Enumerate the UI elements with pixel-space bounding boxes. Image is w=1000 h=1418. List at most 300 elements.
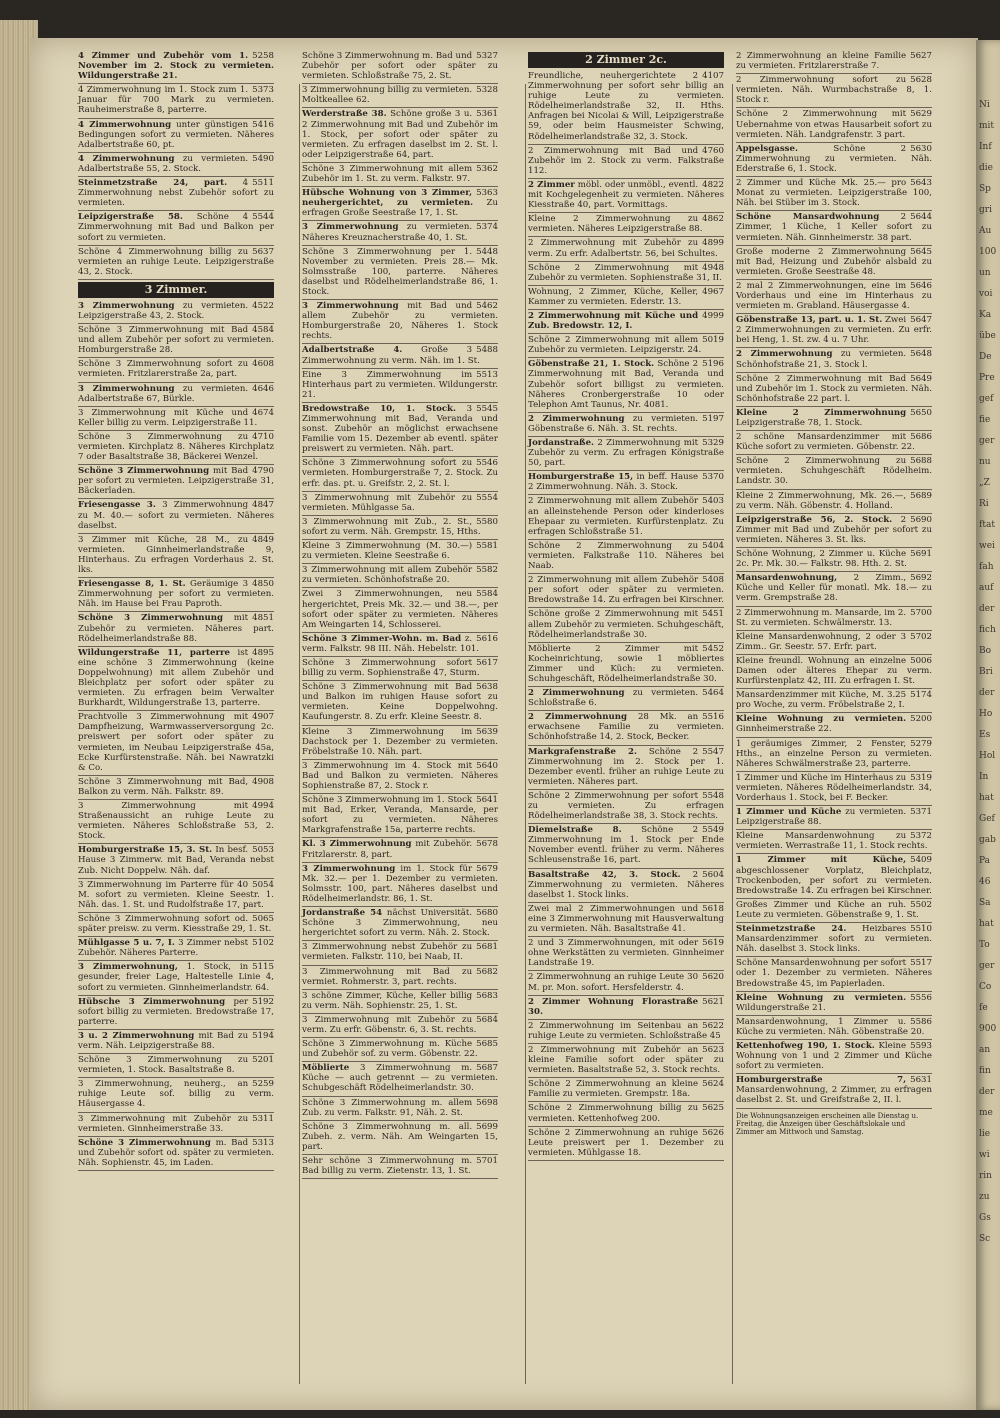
ad-heading: 3 Zimmerwohnung — [78, 300, 175, 311]
classified-ad — [302, 1062, 498, 1096]
ad-text: Großes Zimmer und Küche an ruh. Leute zu vermieten. Göbenstraße 9, 1. St. — [736, 899, 919, 920]
ad-number: 5698 — [476, 1097, 498, 1108]
ad-text: per sofort billig zu vermieten. Bredowstraße 17, parterre. — [78, 996, 274, 1027]
ad-text: Ginnheimerstraße 22. — [736, 724, 832, 735]
edge-text-fragment: Au — [979, 226, 992, 236]
ad-number: 5403 — [702, 496, 724, 507]
ad-number: 5404 — [702, 540, 724, 551]
classified-ad — [736, 455, 932, 489]
edge-text-fragment: Ri — [979, 499, 989, 509]
ad-number: 5650 — [910, 407, 932, 418]
ad-heading: Friesengasse 3. — [78, 500, 156, 511]
classified-ad — [78, 383, 274, 407]
edge-text-fragment: wi — [979, 1150, 990, 1160]
edge-text-fragment: De — [979, 352, 992, 362]
ad-text: Schöne 3 Zimmerwohnung sofort zu vermieten. Fritzlarerstraße 2a, part. — [78, 359, 249, 380]
ad-text: Kleine 2 Zimmerwohnung, Mk. 26.—, zu verm. Näh. Göbenstr. 4. Holland. — [736, 490, 907, 511]
edge-text-fragment: fah — [979, 562, 994, 572]
ad-number: 5628 — [910, 75, 932, 86]
edge-text-fragment: „Z — [979, 478, 990, 488]
ad-number: 4895 — [252, 647, 274, 658]
ad-text: 3 Zimmerwohnung mit allem Zubehör zu vermieten. Schönhofstraße 20. — [302, 565, 473, 586]
ad-text: 2 Zimm., Küche und Keller für monatl. Mk. 18.— zu verm. Grempstraße 28. — [736, 573, 932, 604]
classified-ad — [528, 358, 724, 412]
edge-text-fragment: lie — [979, 1129, 991, 1139]
ad-text: zu vermieten. Näheres Kreuznacherstraße 40, 1. St. — [302, 222, 473, 243]
edge-text-fragment: Ni — [979, 100, 990, 110]
ad-text: Schöne 3 Zimmerwohnung im 1. Stock mit Bad, Erker, Veranda, Mansarde, per sofort zu vermieten. Näheres Markgrafenstraße 15a, parterre rechts. — [302, 795, 498, 836]
classified-ad — [736, 806, 932, 830]
ad-number: 5363 — [476, 188, 498, 199]
classified-ad — [302, 681, 498, 725]
ad-number: 5510 — [910, 924, 932, 935]
ad-heading: Adalbertstraße 4. — [302, 345, 403, 356]
ad-number: 5374 — [476, 222, 498, 233]
ad-text: Kleine freundl. Wohnung an einzelne Damen oder älteres Ehepar zu verm. Kurfürstenplatz 42, III. Zu erfragen I. St. — [736, 655, 932, 687]
ad-text: Schöne 2 Zimmerwohnung mit allem Zubehör zu vermieten. Leipzigerstr. 24. — [528, 335, 702, 356]
classified-ad — [78, 177, 274, 211]
ad-number: 5448 — [476, 246, 498, 257]
ad-heading: 3 Zimmerwohnung — [302, 222, 399, 233]
classified-ad — [302, 108, 498, 162]
classified-ad — [302, 403, 498, 457]
ad-text: mit Bad per sofort zu vermieten. Leipzigerstraße 31, Bäckerladen. — [78, 466, 274, 497]
classified-ad — [302, 163, 498, 187]
ad-number: 5313 — [252, 1137, 274, 1148]
ad-number: 4847 — [252, 500, 274, 511]
classified-ad — [302, 187, 498, 221]
ad-number: 5640 — [476, 760, 498, 771]
ad-number: 5502 — [910, 899, 932, 910]
ad-heading: 1 Zimmer und Küche — [736, 807, 842, 818]
edge-text-fragment: Co — [979, 982, 992, 992]
ad-number: 5511 — [252, 178, 274, 189]
ad-number: 4760 — [702, 145, 724, 156]
column-rule — [525, 84, 526, 1384]
classified-ad — [736, 854, 932, 898]
classified-ad — [736, 992, 932, 1016]
ad-number: 5700 — [910, 607, 932, 618]
ad-text: Schöne 3 Zimmerwohnung m. allem Zub. zu verm. Falkstr. 91, Näh. 2. St. — [302, 1097, 473, 1118]
edge-text-fragment: Sa — [979, 898, 991, 908]
ad-number: 5621 — [702, 996, 724, 1007]
ad-number: 5630 — [910, 143, 932, 154]
ad-heading: Leipzigerstraße 56, 2. Stock. — [736, 514, 893, 525]
ad-number: 4646 — [252, 383, 274, 394]
ad-heading: Homburgerstraße 7, — [736, 1075, 907, 1086]
edge-text-fragment: hat — [979, 919, 994, 929]
classified-ad — [528, 996, 724, 1020]
ad-text: 4 Zimmerwohnung nebst Zubehör sofort zu vermieten. — [78, 178, 274, 209]
ad-text: 2 Zimmerwohnung mit allem Zubehör per sofort oder später zu vermieten. Bredowstraße 14. Zu erfragen bei Kirschner. — [528, 575, 724, 606]
classified-ad — [78, 534, 274, 578]
ad-text: 3 Zimmerwohnung zu M. 40.— sofort zu vermieten. Näheres daselbst. — [78, 500, 274, 531]
ad-heading: Homburgerstraße 15, 3. St. — [78, 845, 213, 856]
ad-text: Schöne große 3 u. 2 Zimmerwohnung mit Bad und Zubehör im 1. Stock, per sofort oder später zu vermieten. Zu erfragen daselbst im 2. St. l. oder Leipzigerstraße 64, part. — [302, 109, 498, 160]
ad-text: Schöne 3 Zimmerwohnung m. Küche und Zubehör sof. zu verm. Göbenstr. 22. — [302, 1039, 478, 1060]
classified-ad — [302, 564, 498, 588]
edge-text-fragment: Bo — [979, 646, 992, 656]
classified-ad — [528, 179, 724, 213]
ad-text: 3 Zimmer nebst Zubehör. Näheres Parterre. — [78, 938, 249, 959]
ad-text: zu vermieten. Leipzigerstraße 88. — [736, 807, 907, 828]
column-rule — [732, 84, 733, 1384]
classified-ad — [302, 1121, 498, 1155]
edge-text-fragment: gri — [979, 205, 992, 215]
ad-text: Schöne 3 Zimmerwohnung mit allem Zubehör im 1. St. zu verm. Falkstr. 97. — [302, 163, 473, 185]
ad-text: In besf. Hause 3 Zimmerw. mit Bad, Veranda nebst Zub. Nicht Doppelw. Näh. daf. — [78, 845, 274, 876]
ad-number: 5361 — [476, 109, 498, 120]
ad-number: 5691 — [910, 549, 932, 560]
edge-text-fragment: Pa — [979, 856, 991, 866]
ad-number: 5681 — [476, 942, 498, 953]
classified-ad — [78, 937, 274, 961]
classified-ad — [302, 369, 498, 403]
ad-text: Kleine 3 Zimmerwohnung im Dachstock per 1. Dezember zu vermieten. Fröbelstraße 10. Näh. part. — [302, 726, 498, 757]
ad-number: 5631 — [910, 1075, 932, 1086]
ad-number: 5645 — [910, 246, 932, 257]
classified-ad — [528, 1078, 724, 1102]
classified-ad — [736, 177, 932, 211]
ad-number: 5556 — [910, 992, 932, 1003]
classified-ad — [736, 772, 932, 806]
ad-number: 5624 — [702, 1079, 724, 1090]
ad-text: z. verm. Falkstr. 98 III. Näh. Hebelstr. 101. — [302, 633, 480, 654]
ad-heading: 4 Zimmerwohnung — [78, 119, 172, 130]
ad-number: 5689 — [910, 490, 932, 501]
classified-ad — [528, 643, 724, 687]
ad-text: zu vermieten. Adalbertstraße 67, Bürkle. — [78, 383, 249, 404]
ad-number: 5054 — [252, 879, 274, 890]
ad-number: 5192 — [252, 996, 274, 1007]
ad-heading: Göbenstraße 21, 1. Stock. — [528, 359, 655, 370]
ad-number: 4862 — [702, 214, 724, 225]
ad-text: Geräumige 3 Zimmerwohnung per sofort zu vermieten. Näh. im Hause bei Frau Paproth. — [78, 579, 274, 610]
ad-number: 5197 — [702, 413, 724, 424]
ad-number: 4851 — [252, 613, 274, 624]
ad-heading: 3 Zimmerwohnung — [78, 383, 175, 394]
ad-heading: 2 Zimmerwohnung mit Küche und Zub. Bredowstr. 12, I. — [528, 310, 699, 332]
classified-ad — [528, 413, 724, 437]
classified-ad — [78, 153, 274, 177]
classified-ad — [528, 286, 724, 310]
ad-text: Schöne 2 Zimmerwohnung mit Bad, Veranda und Zubehör sofort billigst zu vermieten. Näheres Cronbergerstraße 10 oder Telephon Amt Taunus, Nr. 4081. — [528, 359, 724, 410]
column-rule — [299, 84, 300, 1384]
ad-number: 5490 — [252, 153, 274, 164]
ad-text: Schöne 2 Zimmerwohnung an kleine Familie zu vermieten. Grempstr. 18a. — [528, 1079, 699, 1100]
classified-ad — [528, 1127, 724, 1161]
classified-ad — [302, 1097, 498, 1121]
edge-text-fragment: zu — [979, 1192, 990, 1202]
ad-heading: 4 Zimmerwohnung — [78, 153, 175, 164]
ad-heading: 2 Zimmerwohnung — [528, 688, 625, 699]
ad-number: 5373 — [252, 85, 274, 96]
classified-ad — [302, 838, 498, 862]
classified-ad — [78, 961, 274, 995]
ad-number: 5623 — [702, 1044, 724, 1055]
edge-text-fragment: Ka — [979, 310, 992, 320]
ad-number: 5644 — [910, 212, 932, 223]
ad-text: Mansardenwohnung, 2 Zimmer, zu erfragen daselbst 2. St. und Greifstraße 2, II. l. — [736, 1085, 932, 1106]
classified-ad — [302, 1038, 498, 1062]
ad-number: 5643 — [910, 178, 932, 189]
ad-number: 5545 — [476, 403, 498, 414]
classified-ad — [78, 119, 274, 153]
edge-text-fragment: übe — [979, 331, 996, 341]
ad-text: Schöne 4 Zimmerwohnung billig zu vermieten an ruhige Leute. Leipzigerstraße 43, 2. Stock. — [78, 246, 274, 277]
ad-heading: 3 Zimmerwohnung — [302, 863, 396, 874]
classified-ad — [736, 431, 932, 455]
ad-number: 5627 — [910, 51, 932, 61]
ad-number: 5372 — [910, 831, 932, 842]
ad-text: 2 und 3 Zimmerwohnungen, mit oder ohne Werkstätten zu vermieten. Ginnheimer Landstraße 19. — [528, 938, 724, 969]
edge-text-fragment: an — [979, 1045, 991, 1055]
classified-ad — [528, 237, 724, 261]
ad-text: 2 Zimmerwohnung m. Mansarde, im 2. St. zu vermieten. Schwälmerstr. 13. — [736, 607, 907, 628]
classified-ad — [302, 344, 498, 368]
ad-number: 5319 — [910, 772, 932, 783]
classified-ad — [302, 1014, 498, 1038]
ad-number: 5488 — [476, 345, 498, 356]
edge-text-fragment: Inf — [979, 142, 992, 152]
classified-ad — [78, 776, 274, 800]
ad-text: mit Zubehör. Fritzlarerstr. 8, part. — [302, 839, 473, 860]
ad-number: 4850 — [252, 579, 274, 590]
ad-text: Zwei 3 Zimmerwohnungen, neu hergerichtet, Preis Mk. 32.— und 38.—, per sofort oder später zu vermieten. Näheres Am Weingarten 14, Schlosserei. — [302, 589, 498, 630]
ad-text: 3 Zimmerwohnung mit Zubehör zu verm. Zu erfr. Göbenstr. 6, 3. St. rechts. — [302, 1014, 477, 1035]
classified-ad — [78, 1054, 274, 1078]
ad-text: Schöne 3 Zimmerwohnung sofort od. später preisw. zu verm. Kiesstraße 29, 1. St. — [78, 913, 272, 935]
ad-text: Schöne 2 Zimmerwohnung zu vermieten. Schuhgeschäft Rödelheim. Landstr. 30. — [736, 456, 932, 487]
ad-text: 2 Zimmerwohnung zu vermieten. Näheres daselbst 1. Stock links. — [528, 869, 724, 900]
ad-text: 2 Zimmerwohnung mit Bad und Zubehör im 2. Stock zu verm. Falkstraße 112. — [528, 145, 724, 176]
ad-number: 5649 — [910, 373, 932, 384]
edge-text-fragment: Gef — [979, 814, 995, 824]
ad-heading: 2 Zimmerwohnung — [736, 349, 833, 360]
edge-text-fragment: ger — [979, 961, 995, 971]
column-1 — [78, 50, 274, 1171]
edge-text-fragment: der — [979, 604, 995, 614]
ad-number: 5451 — [702, 609, 724, 620]
column-4 — [736, 50, 932, 1136]
section-heading: 2 Zimmer 2c. — [528, 52, 724, 68]
ad-number: 5686 — [910, 432, 932, 443]
ad-text: Möblierte 2 Zimmer mit Kocheinrichtung, sowie 1 möbliertes Zimmer und Küch: zu vermieten. Schuhgeschäft, Rödelheimerlandstraße 30. — [528, 643, 724, 684]
ad-text: Schöne 3 Zimmerwohnung zu vermieten. Kirchplatz 8. Näheres Kirchplatz 7 oder Basaltstraße 38, Bäckerei Wenzel. — [78, 431, 274, 463]
classified-ad — [302, 457, 498, 491]
edge-text-fragment: die — [979, 163, 993, 173]
ad-text: mit Zubehör zu vermieten. Näheres part. Rödelheimerlandstraße 88. — [78, 613, 274, 644]
ad-text: Schöne 4 Zimmerwohnung mit Bad und Balkon per sofort zu vermieten. — [78, 212, 274, 243]
ad-number: 5464 — [702, 688, 724, 699]
ad-heading: Homburgerstraße 15, — [528, 472, 634, 483]
edge-text-fragment: fe — [979, 1003, 988, 1013]
ad-text: Kleine Mansardenwohnung, 2 oder 3 Zimm.. Gr. Seestr. 57. Erfr. part. — [736, 631, 907, 652]
ad-heading: 1 Zimmer mit Küche, — [736, 855, 907, 866]
ad-number: 4107 — [702, 71, 724, 81]
ad-number: 5547 — [702, 746, 724, 757]
classified-ad — [528, 608, 724, 642]
edge-text-fragment: fin — [979, 1066, 991, 1076]
classified-ad — [528, 145, 724, 179]
ad-text: möbl. oder unmöbl., eventl. mit Kochgelegenheit zu vermieten. Näheres Kiesstraße 40, part. Vormittags. — [528, 179, 724, 211]
edge-text-fragment: To — [979, 940, 990, 950]
ad-text: 2 Zimmerwohnung mit Zubehör zu verm. Zu erfr. Adalbertstr. 56, bei Schultes. — [528, 238, 718, 259]
ad-heading: Appelsgasse. — [736, 143, 798, 154]
ad-number: 5648 — [910, 349, 932, 360]
ad-text: Schöne 3 Zimmerwohnung mit Bad und allem Zubehör per sofort zu vermieten. Homburgerstraße 28. — [78, 325, 274, 356]
classified-ad — [78, 1030, 274, 1054]
ad-number: 4710 — [252, 431, 274, 442]
edge-text-fragment: nu — [979, 457, 991, 467]
ad-heading: Jordanstraße. — [528, 438, 595, 448]
classified-ad — [528, 334, 724, 358]
edge-text-fragment: fie — [979, 415, 991, 425]
edge-text-fragment: ger — [979, 436, 995, 446]
classified-ad — [302, 794, 498, 838]
ad-text: Zwei mal 2 Zimmerwohnungen und eine 3 Zimmerwohnung mit Hausverwaltung zu vermieten. Näh. Basaltstraße 41. — [528, 903, 724, 935]
ad-text: zu vermieten. Leipzigerstraße 43, 2. Stock. — [78, 300, 249, 321]
classified-ad — [736, 407, 932, 431]
ad-text: 2 Zimmerwohnung an ruhige Leute 30 M. pr. Mon. sofort. Hersfelderstr. 4. — [528, 972, 699, 993]
classified-ad — [78, 211, 274, 245]
ad-number: 5617 — [476, 657, 498, 668]
ad-text: 3 Zimmerwohnung mit Straßenaussicht an ruhige Leute zu vermieten. Näheres Schloßstraße 53, 2. Stock. — [78, 801, 274, 842]
ad-number: 5683 — [476, 990, 498, 1001]
ad-heading: Friesengasse 8, 1. St. — [78, 579, 186, 590]
ad-heading: Kleine 2 Zimmerwohnung — [736, 407, 907, 418]
ad-text: Schöne 3 Zimmerwohnung zu vermieten, 1. Stock. Basaltstraße 8. — [78, 1055, 249, 1076]
ad-number: 4822 — [702, 179, 724, 190]
ad-number: 4584 — [252, 325, 274, 336]
ad-heading: Schöne 3 Zimmerwohnung — [78, 613, 224, 624]
classified-ad — [78, 1113, 274, 1137]
adjacent-page-edge — [976, 40, 1000, 1410]
ad-number: 5102 — [252, 938, 274, 949]
ad-text: Sehr schöne 3 Zimmerwohnung m. Bad billig zu verm. Zietenstr. 13, 1. St. — [302, 1156, 473, 1177]
edge-text-fragment: Es — [979, 730, 991, 740]
ad-number: 5586 — [910, 1016, 932, 1027]
ad-number: 5637 — [252, 246, 274, 257]
ad-text: Schöne 3 Zimmerwohnung sofort billig zu verm. Sophienstraße 47, Sturm. — [302, 657, 480, 679]
ad-text: Freundliche, neuhergerichtete 2 Zimmerwohnung per sofort sehr billig an ruhige Leute zu vermieten. Rödelheimerlandstraße 32, II. Hths. Anfragen bei Nicolai & Will, Leipzigerstraße 59, oder beim Hausmeister Schwing, Rödelheimerlandstraße 32, 3. Stock. — [528, 71, 724, 142]
classified-ad — [78, 996, 274, 1030]
ad-number: 5115 — [252, 962, 274, 973]
ad-number: 5639 — [476, 726, 498, 737]
classified-ad — [78, 1137, 274, 1171]
ad-text: zu vermieten. Schloßstraße 6. — [528, 688, 699, 709]
ad-heading: Wildungerstraße 11, parterre — [78, 647, 230, 658]
ad-text: Schöne 2 Zimmerwohnung an ruhige Leute preiswert per 1. Dezember zu vermieten. Mühlgasse 18. — [528, 1127, 724, 1158]
ad-number: 5684 — [476, 1014, 498, 1025]
ad-text: Mansardenwohnung, 1 Zimmer u. Küche zu vermieten. Näh. Göbenstraße 20. — [736, 1016, 925, 1037]
ad-number: 5646 — [910, 280, 932, 291]
ad-number: 4790 — [252, 466, 274, 477]
ad-number: 5647 — [910, 315, 932, 326]
ad-text: ist eine schöne 3 Zimmerwohnung (keine Doppelwohnung) mit allem Zubehör und Bleichplatz per sofort oder später zu vermieten. Zu erfragen beim Verwalter Burkhardt, Wildungerstraße 13, parterre. — [78, 647, 274, 709]
ad-text: 1 Zimmer und Küche im Hinterhaus zu vermieten. Näheres Rödelheimerlandstr. 34, Vorderhaus 1. Stock, bei F. Becker. — [736, 772, 932, 803]
classified-ad — [736, 738, 932, 772]
classified-ad — [528, 1102, 724, 1126]
classified-ad — [528, 746, 724, 790]
classified-ad — [302, 1155, 498, 1179]
column-2 — [302, 50, 498, 1179]
classified-ad — [78, 358, 274, 382]
section-heading: 3 Zimmer. — [78, 282, 274, 298]
edge-text-fragment: Ho — [979, 709, 993, 719]
ad-text: Schöne Mansardenwohnung per sofort oder 1. Dezember zu vermieten. Näheres Bredowstraße 45, im Papierladen. — [736, 958, 932, 989]
classified-ad — [736, 1040, 932, 1074]
ad-number: 4899 — [702, 238, 724, 249]
ad-number: 5549 — [702, 825, 724, 836]
ad-text: Schöne 2 Zimmerwohnung mit Uebernahme von etwas Hausarbeit sofort zu vermieten. Näh. Landgrafenstr. 3 part. — [736, 109, 932, 140]
ad-number: 4522 — [252, 300, 274, 311]
classified-ad — [78, 499, 274, 533]
ad-number: 5584 — [476, 589, 498, 600]
ad-heading: 3 Zimmerwohnung, — [78, 962, 178, 973]
classified-ad — [78, 84, 274, 118]
ad-number: 5006 — [910, 655, 932, 666]
ad-text: Große moderne 2 Zimmerwohnung mit Bad, Heizung und Zubehör alsbald zu vermieten. Große Seestraße 48. — [736, 246, 932, 277]
ad-number: 5328 — [476, 85, 498, 96]
edge-text-fragment: Sc — [979, 1234, 991, 1244]
ad-heading: 2 Zimmerwohnung — [528, 712, 628, 723]
ad-number: 5370 — [702, 472, 724, 483]
classified-ad — [78, 300, 274, 324]
ad-number: 5053 — [252, 845, 274, 856]
ad-text: 2 Zimmer mit Bad und Zubehör per sofort zu vermieten. Näheres 3. St. lks. — [736, 514, 932, 545]
edge-text-fragment: der — [979, 1087, 995, 1097]
ad-text: 3 Zimmerwohnung im 4. Stock mit Bad und Balkon zu vermieten. Näheres Sophienstraße 87, 2. Stock r. — [302, 760, 498, 791]
edge-text-fragment: rin — [979, 1171, 992, 1181]
ad-text: 3 Zimmerwohnung mit Zubehör zu vermieten. Ginnheimerstraße 33. — [78, 1113, 249, 1134]
ad-text: 2 Zimmerwohnung sofort zu vermieten. Näh. Wurmbachstraße 8, 1. Stock r. — [736, 75, 932, 106]
ad-text: 2 Zimmerwohnung mit allem Zubehör an alleinstehende Person oder kinderloses Ehepaar zu vermieten. Kurfürstenplatz. Zu erfragen Schloßstraße 51. — [528, 496, 724, 537]
ad-number: 4907 — [252, 712, 274, 723]
ad-number: 5629 — [910, 109, 932, 120]
edge-text-fragment: fich — [979, 625, 996, 635]
ad-number: 5516 — [702, 712, 724, 723]
ad-heading: Markgrafenstraße 2. — [528, 746, 638, 757]
classified-ad — [736, 607, 932, 631]
ad-number: 5201 — [252, 1055, 274, 1066]
classified-ad — [736, 108, 932, 142]
edge-text-fragment: der — [979, 688, 995, 698]
ad-number: 5362 — [476, 163, 498, 174]
edge-text-fragment: Hol — [979, 751, 996, 761]
edge-text-fragment: Sp — [979, 184, 991, 194]
classified-ad — [302, 863, 498, 907]
classified-ad — [736, 572, 932, 606]
ad-number: 5687 — [476, 1063, 498, 1074]
ad-heading: Hübsche 3 Zimmerwohnung — [78, 996, 226, 1007]
ad-number: 5638 — [476, 682, 498, 693]
classified-ad — [528, 471, 724, 495]
ad-text: Leipzigerstraße 78, 1. Stock. — [736, 418, 863, 428]
ad-heading: Göbenstraße 13, part. u. 1. St. — [736, 315, 883, 326]
ad-text: Kleine Wohnung von 1 und 2 Zimmer und Küche sofort zu vermieten. — [736, 1040, 932, 1072]
classified-ad — [736, 689, 932, 713]
ad-text: zu vermieten. Adalbertstraße 55, 2. Stock. — [78, 153, 249, 174]
classified-ad — [302, 588, 498, 632]
classified-ad — [528, 790, 724, 824]
ad-text: zu vermieten. Schönhofstraße 21, 3. Stock l. — [736, 349, 907, 370]
edge-text-fragment: hat — [979, 793, 994, 803]
classified-ad — [528, 937, 724, 971]
classified-ad — [302, 990, 498, 1014]
classified-ad — [302, 633, 498, 657]
edge-text-fragment: In — [979, 772, 989, 782]
